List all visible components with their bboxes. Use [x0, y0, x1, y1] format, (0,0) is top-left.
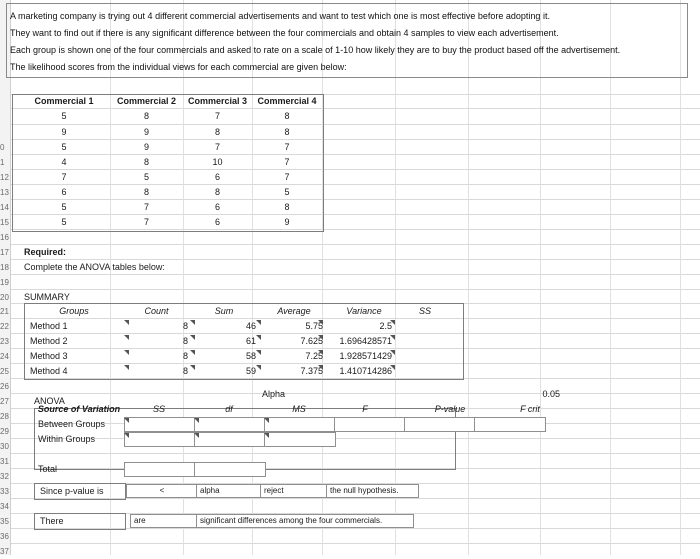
- summary-header-sum: Sum: [214, 306, 234, 316]
- table-cell[interactable]: 7: [284, 142, 290, 152]
- anova-df-within-input[interactable]: [194, 432, 266, 447]
- row-number: 16: [0, 233, 9, 242]
- cell-marker: [390, 335, 395, 340]
- summary-average[interactable]: 7.625: [300, 336, 323, 346]
- anova-f-input[interactable]: [334, 417, 406, 432]
- table-cell[interactable]: 10: [212, 157, 223, 167]
- cell-marker: [256, 335, 261, 340]
- required-heading: Required:: [24, 247, 67, 257]
- alpha-word: alpha: [200, 486, 220, 495]
- row-number: 34: [0, 502, 9, 511]
- row-number: 0: [0, 143, 5, 152]
- row-number: 23: [0, 337, 9, 346]
- anova-row-label: Between Groups: [38, 419, 106, 429]
- summary-sum[interactable]: 61: [245, 336, 256, 346]
- row-number: 14: [0, 203, 9, 212]
- row-number: 31: [0, 457, 9, 466]
- anova-p-value-input[interactable]: [404, 417, 476, 432]
- row-number: 28: [0, 412, 9, 421]
- column-header-commercial-4: Commercial 4: [257, 96, 317, 106]
- cell-marker: [256, 350, 261, 355]
- row-number: 30: [0, 442, 9, 451]
- table-cell[interactable]: 9: [143, 127, 149, 137]
- cell-marker: [318, 350, 323, 355]
- row-number: 15: [0, 218, 9, 227]
- table-cell[interactable]: 7: [143, 202, 149, 212]
- table-cell[interactable]: 5: [61, 142, 67, 152]
- summary-title: SUMMARY: [24, 292, 70, 302]
- summary-header-count: Count: [144, 306, 169, 316]
- cell-marker: [124, 365, 129, 370]
- table-cell[interactable]: 5: [143, 172, 149, 182]
- table-cell[interactable]: 6: [214, 202, 220, 212]
- anova-ss-total-input[interactable]: [124, 462, 196, 477]
- intro-line: The likelihood scores from the individual views for each commercial are given below:: [10, 62, 347, 72]
- summary-group-label: Method 3: [30, 351, 68, 361]
- cell-marker: [194, 433, 199, 438]
- column-header-commercial-3: Commercial 3: [187, 96, 248, 106]
- cell-marker: [390, 350, 395, 355]
- row-number: 19: [0, 278, 9, 287]
- summary-count[interactable]: 8: [182, 336, 188, 346]
- cell-marker: [124, 320, 129, 325]
- row-number: 27: [0, 397, 9, 406]
- row-number: 25: [0, 367, 9, 376]
- row-number: 26: [0, 382, 9, 391]
- null-hypothesis-box[interactable]: [326, 484, 419, 498]
- row-number: 24: [0, 352, 9, 361]
- table-cell[interactable]: 9: [143, 142, 149, 152]
- summary-count[interactable]: 8: [182, 351, 188, 361]
- summary-header-variance: Variance: [346, 306, 382, 316]
- anova-header-p-value: P-value: [434, 404, 466, 414]
- cell-marker: [264, 433, 269, 438]
- row-number: 22: [0, 322, 9, 331]
- cell-marker: [190, 365, 195, 370]
- intro-line: A marketing company is trying out 4 different commercial advertisements and want to test which one is most effective before adopting it.: [10, 11, 550, 21]
- summary-variance[interactable]: 1.928571429: [339, 351, 392, 361]
- table-cell[interactable]: 6: [214, 172, 220, 182]
- row-number: 17: [0, 248, 9, 257]
- summary-sum[interactable]: 58: [245, 351, 256, 361]
- required-instruction: Complete the ANOVA tables below:: [24, 262, 165, 272]
- anova-header-ss: SS: [152, 404, 165, 414]
- anova-row-label: Within Groups: [38, 434, 96, 444]
- intro-line: Each group is shown one of the four commercials and asked to rate on a scale of 1-10 how likely they are to buy the product based off the advertisement.: [10, 45, 621, 55]
- column-header-commercial-1: Commercial 1: [34, 96, 94, 106]
- cell-marker: [124, 418, 129, 423]
- cell-marker: [390, 320, 395, 325]
- table-cell[interactable]: 6: [61, 187, 67, 197]
- cell-marker: [256, 320, 261, 325]
- summary-average[interactable]: 7.375: [300, 366, 323, 376]
- summary-sum[interactable]: 46: [245, 321, 256, 331]
- cell-marker: [194, 418, 199, 423]
- row-number: 32: [0, 472, 9, 481]
- row-number: 13: [0, 188, 9, 197]
- cell-marker: [390, 365, 395, 370]
- anova-row-label: Total: [38, 464, 58, 474]
- there-label: There: [40, 516, 64, 526]
- decision-dropdown[interactable]: [260, 484, 328, 498]
- table-cell[interactable]: 8: [284, 127, 290, 137]
- anova-ss-between-input[interactable]: [124, 417, 196, 432]
- table-cell[interactable]: 8: [143, 187, 149, 197]
- table-cell[interactable]: 9: [284, 217, 290, 227]
- cell-marker: [318, 320, 323, 325]
- table-cell[interactable]: 8: [284, 202, 290, 212]
- anova-df-between-input[interactable]: [194, 417, 266, 432]
- row-number: 35: [0, 517, 9, 526]
- summary-sum[interactable]: 59: [245, 366, 256, 376]
- cell-marker: [318, 365, 323, 370]
- summary-header-groups: Groups: [59, 306, 89, 316]
- alpha-value[interactable]: 0.05: [542, 389, 560, 399]
- table-cell[interactable]: 7: [61, 172, 67, 182]
- table-cell[interactable]: 9: [61, 127, 67, 137]
- significant-differences-box[interactable]: [196, 514, 414, 528]
- anova-header-ms: MS: [292, 404, 306, 414]
- summary-group-label: Method 2: [30, 336, 68, 346]
- cell-marker: [264, 418, 269, 423]
- table-cell[interactable]: 8: [214, 127, 220, 137]
- table-cell[interactable]: 5: [61, 202, 67, 212]
- since-label: Since p-value is: [40, 486, 104, 496]
- table-cell[interactable]: 5: [61, 111, 67, 121]
- table-cell[interactable]: 7: [284, 172, 290, 182]
- summary-variance[interactable]: 2.5: [379, 321, 392, 331]
- summary-average[interactable]: 7.25: [305, 351, 323, 361]
- table-cell[interactable]: 5: [284, 187, 290, 197]
- column-header-commercial-2: Commercial 2: [116, 96, 177, 106]
- operator-value: <: [159, 486, 165, 495]
- anova-ms-within-input[interactable]: [264, 432, 336, 447]
- anova-header-f: F: [362, 404, 368, 414]
- cell-marker: [124, 433, 129, 438]
- anova-header-f-crit: F crit: [520, 404, 540, 414]
- row-number: 33: [0, 487, 9, 496]
- anova-df-total-input[interactable]: [194, 462, 266, 477]
- table-cell[interactable]: 8: [143, 157, 149, 167]
- cell-marker: [318, 335, 323, 340]
- anova-ms-between-input[interactable]: [264, 417, 336, 432]
- null-hypothesis-text: the null hypothesis.: [330, 486, 399, 495]
- row-number: 18: [0, 263, 9, 272]
- cell-marker: [190, 350, 195, 355]
- summary-header-ss: SS: [418, 306, 431, 316]
- summary-variance[interactable]: 1.410714286: [339, 366, 392, 376]
- anova-ss-within-input[interactable]: [124, 432, 196, 447]
- table-cell[interactable]: 7: [143, 217, 149, 227]
- table-cell[interactable]: 4: [61, 157, 67, 167]
- table-cell[interactable]: 7: [214, 142, 220, 152]
- table-cell[interactable]: 8: [284, 111, 290, 121]
- alpha-label: Alpha: [262, 389, 286, 399]
- cell-marker: [190, 320, 195, 325]
- table-cell[interactable]: 7: [214, 111, 220, 121]
- operator-dropdown[interactable]: [126, 484, 198, 498]
- table-cell[interactable]: 8: [214, 187, 220, 197]
- cell-marker: [124, 350, 129, 355]
- row-number: 12: [0, 173, 9, 182]
- row-number: 37: [0, 547, 9, 556]
- row-number: 29: [0, 427, 9, 436]
- intro-line: They want to find out if there is any significant difference between the four commercials and obtain 4 samples to view each advertisement.: [10, 28, 559, 38]
- are-dropdown[interactable]: [130, 514, 198, 528]
- decision-value: reject: [264, 486, 284, 495]
- table-cell[interactable]: 6: [214, 217, 220, 227]
- cell-marker: [124, 335, 129, 340]
- summary-variance[interactable]: 1.696428571: [339, 336, 392, 346]
- are-value: are: [134, 516, 146, 525]
- anova-header-df: df: [225, 404, 233, 414]
- row-number: 1: [0, 158, 5, 167]
- cell-marker: [190, 335, 195, 340]
- anova-header-source: Source of Variation: [37, 404, 121, 414]
- table-cell[interactable]: 7: [284, 157, 290, 167]
- significant-differences-text: significant differences among the four commercials.: [200, 516, 383, 525]
- summary-average[interactable]: 5.75: [305, 321, 323, 331]
- row-number: 20: [0, 293, 9, 302]
- summary-group-label: Method 4: [30, 366, 68, 376]
- row-number: 21: [0, 307, 9, 316]
- summary-count[interactable]: 8: [182, 366, 188, 376]
- anova-title: ANOVA: [34, 396, 65, 406]
- row-number: 36: [0, 532, 9, 541]
- summary-count[interactable]: 8: [182, 321, 188, 331]
- alpha-word-box[interactable]: [196, 484, 264, 498]
- anova-f-crit-input[interactable]: [474, 417, 546, 432]
- summary-header-average: Average: [277, 306, 311, 316]
- table-cell[interactable]: 5: [61, 217, 67, 227]
- summary-group-label: Method 1: [30, 321, 68, 331]
- table-cell[interactable]: 8: [143, 111, 149, 121]
- cell-marker: [256, 365, 261, 370]
